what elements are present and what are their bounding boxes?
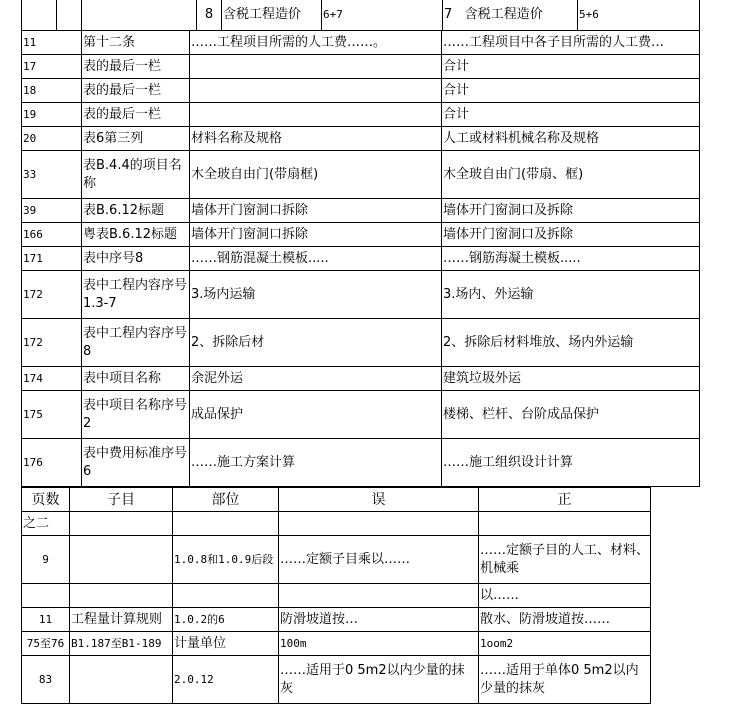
row-item: 表中序号8 <box>82 247 190 271</box>
header-page: 页数 <box>22 488 70 512</box>
row-wrong: ……适用于0 5m2以内少量的抹灰 <box>279 656 479 704</box>
header-wrong: 误 <box>279 488 479 512</box>
row-wrong: ……工程项目所需的人工费……。 <box>190 31 442 55</box>
section-blank <box>479 512 651 536</box>
top-strip-blank-2 <box>57 0 82 30</box>
row-wrong: 2、拆除后材 <box>190 319 442 367</box>
row-page: 33 <box>22 151 82 199</box>
table-row <box>22 247 700 271</box>
row-wrong: 防滑坡道按… <box>279 608 479 632</box>
top-strip-right-num: 7 <box>444 6 453 22</box>
row-page: 39 <box>22 199 82 223</box>
row-part <box>173 584 279 608</box>
row-item: 表中项目名称 <box>82 367 190 391</box>
row-wrong <box>190 103 442 127</box>
table-row <box>22 55 700 79</box>
table-row <box>22 31 700 55</box>
row-page: 175 <box>22 391 82 439</box>
table-row <box>22 151 700 199</box>
top-strip-right-num-label <box>443 0 578 30</box>
row-correct: ……工程项目中各子目所需的人工费… <box>442 31 700 55</box>
section-row <box>22 512 651 536</box>
table-row <box>22 439 700 487</box>
row-page: 172 <box>22 319 82 367</box>
row-correct: 人工或材料机械名称及规格 <box>442 127 700 151</box>
table-row <box>22 367 700 391</box>
row-part: 计量单位 <box>173 632 279 656</box>
row-correct: 合计 <box>442 103 700 127</box>
row-wrong: ……施工方案计算 <box>190 439 442 487</box>
row-wrong: 100m <box>279 632 479 656</box>
row-page: 75至76 <box>22 632 70 656</box>
table-row <box>22 199 700 223</box>
row-item <box>70 584 173 608</box>
row-item: 表的最后一栏 <box>82 79 190 103</box>
errata-table-2 <box>21 487 651 704</box>
row-wrong: ……钢筋混凝土模板..... <box>190 247 442 271</box>
row-correct: ……定额子目的人工、材料、机械乘 <box>479 536 651 584</box>
row-item: 表中工程内容序号8 <box>82 319 190 367</box>
row-correct: 木全玻自由门(带扇、框) <box>442 151 700 199</box>
table-row <box>22 127 700 151</box>
table-row <box>22 584 651 608</box>
row-wrong: 成品保护 <box>190 391 442 439</box>
row-item: 表的最后一栏 <box>82 55 190 79</box>
top-strip-left-label: 含税工程造价 <box>222 0 322 30</box>
row-correct: 楼梯、栏杆、台阶成品保护 <box>442 391 700 439</box>
row-page: 176 <box>22 439 82 487</box>
section-blank <box>173 512 279 536</box>
row-correct: 以…… <box>479 584 651 608</box>
top-strip-right-value: 5+6 <box>578 0 700 30</box>
top-strip-left-num: 8 <box>197 0 222 30</box>
row-correct: 墙体开门窗洞口及拆除 <box>442 199 700 223</box>
header-correct: 正 <box>479 488 651 512</box>
row-part: 1.0.8和1.0.9后段 <box>173 536 279 584</box>
row-page: 18 <box>22 79 82 103</box>
header-part: 部位 <box>173 488 279 512</box>
row-wrong: ……定额子目乘以…… <box>279 536 479 584</box>
row-correct: 合计 <box>442 55 700 79</box>
table-row <box>22 536 651 584</box>
row-page: 9 <box>22 536 70 584</box>
row-wrong: 3.场内运输 <box>190 271 442 319</box>
errata-table-1 <box>21 30 700 487</box>
table-row <box>22 79 700 103</box>
row-correct: ……施工组织设计计算 <box>442 439 700 487</box>
row-part: 1.0.2的6 <box>173 608 279 632</box>
section-blank <box>70 512 173 536</box>
row-wrong: 墙体开门窗洞口拆除 <box>190 223 442 247</box>
row-item: 第十二条 <box>82 31 190 55</box>
row-wrong <box>190 55 442 79</box>
section-blank <box>279 512 479 536</box>
top-strip-blank-3 <box>82 0 197 30</box>
table-row <box>22 391 700 439</box>
table-row <box>22 632 651 656</box>
row-correct: 1oom2 <box>479 632 651 656</box>
row-page: 172 <box>22 271 82 319</box>
row-page: 17 <box>22 55 82 79</box>
row-item: 粤表B.6.12标题 <box>82 223 190 247</box>
row-item <box>70 536 173 584</box>
section-label: 之二 <box>22 512 70 536</box>
row-item <box>70 656 173 704</box>
row-item: 表中项目名称序号2 <box>82 391 190 439</box>
table-row <box>22 656 651 704</box>
row-wrong <box>190 79 442 103</box>
row-part: 2.0.12 <box>173 656 279 704</box>
table-header-row <box>22 488 651 512</box>
table-row <box>22 103 700 127</box>
row-wrong: 余泥外运 <box>190 367 442 391</box>
row-correct: 墙体开门窗洞口及拆除 <box>442 223 700 247</box>
row-correct: ……钢筋海凝土模板..... <box>442 247 700 271</box>
row-wrong: 墙体开门窗洞口拆除 <box>190 199 442 223</box>
table-row <box>22 319 700 367</box>
row-page: 19 <box>22 103 82 127</box>
row-page: 20 <box>22 127 82 151</box>
row-correct: 合计 <box>442 79 700 103</box>
row-correct: 建筑垃圾外运 <box>442 367 700 391</box>
row-correct: 散水、防滑坡道按…… <box>479 608 651 632</box>
row-page: 83 <box>22 656 70 704</box>
row-page: 174 <box>22 367 82 391</box>
row-item: 表中工程内容序号1.3-7 <box>82 271 190 319</box>
top-strip-blank-1 <box>22 0 57 30</box>
top-strip-right-label: 含税工程造价 <box>464 6 543 22</box>
table-row <box>22 608 651 632</box>
row-item: 表B.6.12标题 <box>82 199 190 223</box>
header-item: 子目 <box>70 488 173 512</box>
row-item: 表中费用标准序号6 <box>82 439 190 487</box>
row-correct: ……适用于单体0 5m2以内少量的抹灰 <box>479 656 651 704</box>
row-page: 171 <box>22 247 82 271</box>
row-item: 工程量计算规则 <box>70 608 173 632</box>
row-page: 11 <box>22 608 70 632</box>
row-wrong <box>279 584 479 608</box>
table-row <box>22 223 700 247</box>
row-correct: 3.场内、外运输 <box>442 271 700 319</box>
row-item: 表的最后一栏 <box>82 103 190 127</box>
row-item: 表6第三列 <box>82 127 190 151</box>
row-page: 166 <box>22 223 82 247</box>
table-row <box>22 271 700 319</box>
row-wrong: 材料名称及规格 <box>190 127 442 151</box>
top-strip-left-value: 6+7 <box>322 0 443 30</box>
top-strip-table <box>21 0 700 31</box>
row-item: B1.187至B1-189 <box>70 632 173 656</box>
row-item: 表B.4.4的项目名称 <box>82 151 190 199</box>
row-wrong: 木全玻自由门(带扇框) <box>190 151 442 199</box>
row-page <box>22 584 70 608</box>
row-correct: 2、拆除后材料堆放、场内外运输 <box>442 319 700 367</box>
row-page: 11 <box>22 31 82 55</box>
